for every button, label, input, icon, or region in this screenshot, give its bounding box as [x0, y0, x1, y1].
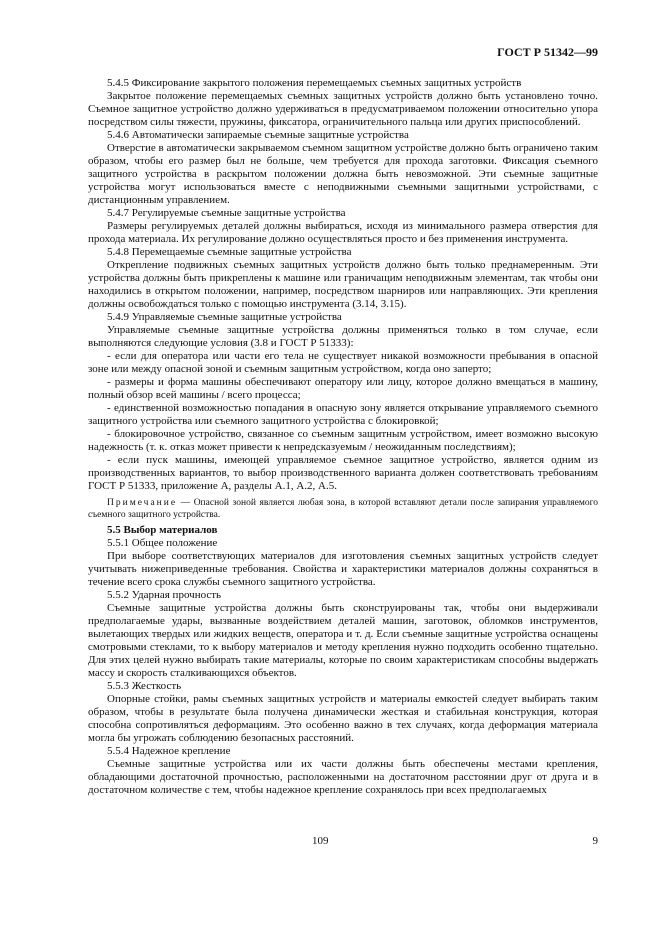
paragraph: Закрытое положение перемещаемых съемных защитных устройств должно быть установлено точно. Съемное защитное устройство должно удерживаться в предусматриваемом положении относительно упора посредством силы тяжести, пружины, фиксатора, ограничительного пальца или других приспособлений. — [88, 90, 598, 128]
paragraph: Съемные защитные устройства или их части должны быть обеспечены местами крепления, обладающими достаточной прочностью, расположенными на достаточном расстоянии друг от друга и в достаточном количестве с тем, чтобы надежное крепление сохранялось при всех предполагаемых — [88, 758, 598, 796]
paragraph: Опорные стойки, рамы съемных защитных устройств и материалы емкостей следует выбирать таким образом, чтобы в результате была получена динамически жесткая и стабильная конструкция, которая способна сопротивляться деформациям. Это особенно важно в тех случаях, когда деформация материала могла бы угрожать соблюдению безопасных расстояний. — [88, 693, 598, 744]
paragraph: При выборе соответствующих материалов для изготовления съемных защитных устройств следует учитывать нижеприведенные требования. Свойства и характеристики материалов должны сохраняться в течение всего срока службы съемного защитного устройства. — [88, 550, 598, 588]
heading-5-4-9: 5.4.9 Управляемые съемные защитные устройства — [107, 311, 342, 323]
paragraph: Отверстие в автоматически закрываемом съемном защитном устройстве должно быть ограничено таким образом, чтобы его размер был не больше, чем требуется для прохода заготовки. Фиксация съемного защитного устройства в раскрытом положении должна быть невозможной. Эти съемные защитные устройства могут использоваться вместе с неподвижными съемными защитными устройствами, с дистанционным управлением. — [88, 142, 598, 206]
note-label: Примечание — [107, 498, 178, 508]
heading-5-5-4: 5.5.4 Надежное крепление — [107, 745, 231, 757]
note-text: — Опасной зоной является любая зона, в которой вставляют детали после запирания управляемого съемного защитного устройства. — [88, 498, 598, 520]
list-item: - единственной возможностью попадания в опасную зону является открывание управляемого съемного защитного устройства или съемного защитного устройства с блокировкой; — [88, 402, 598, 427]
heading-5-4-5: 5.4.5 Фиксирование закрытого положения перемещаемых съемных защитных устройств — [107, 77, 522, 89]
list-item: - если для оператора или части его тела не существует никакой возможности пребывания в опасной зоне или между опасной зоной и съемным защитным устройством, когда оно заперто; — [88, 350, 598, 375]
heading-5-5-3: 5.5.3 Жесткость — [107, 680, 182, 692]
list-item: - если пуск машины, имеющей управляемое съемное защитное устройство, является одним из производственных вариантов, то выбор производственного варианта должен соответствовать требованиям ГОСТ Р 51333, приложение А, разделы А.1, А.2, А.5. — [88, 454, 598, 492]
note — [88, 497, 598, 521]
heading-5-4-7: 5.4.7 Регулируемые съемные защитные устройства — [107, 207, 346, 219]
heading-5-5-1: 5.5.1 Общее положение — [107, 537, 218, 549]
paragraph: Съемные защитные устройства должны быть сконструированы так, чтобы они выдерживали предполагаемые удары, вызванные воздействием деталей машин, заготовок, обломков инструментов, вылетающих твердых или жидких веществ, оператора и т. д. Если съемные защитные устройства оснащены смотровыми стеклами, то к выбору материалов и методу крепления нужно подходить особенно тщательно. Для этих целей нужно выбирать такие материалы, которые по своим характеристикам способны выдержать массу и скорость сталкивающихся объектов. — [88, 602, 598, 679]
paragraph: Размеры регулируемых деталей должны выбираться, исходя из минимального размера отверстия для прохода материала. Их регулирование должно осуществляться просто и без применения инструмента. — [88, 220, 598, 245]
page-number-center: 109 — [312, 835, 329, 847]
heading-5-4-8: 5.4.8 Перемещаемые съемные защитные устройства — [107, 246, 352, 258]
section-title: 5.5 Выбор материалов — [107, 524, 218, 536]
list-item: - блокировочное устройство, связанное со съемным защитным устройством, имеет возможно высокую надежность (т. к. отказ может привести к непредсказуемым / неожиданным последствиям); — [88, 428, 598, 453]
heading-5-5-2: 5.5.2 Ударная прочность — [107, 589, 222, 601]
list-item: - размеры и форма машины обеспечивают оператору или лицу, которое должно вмещаться в машину, полный обзор всей машины / всего процесса; — [88, 376, 598, 401]
document-header: ГОСТ Р 51342—99 — [497, 45, 598, 59]
document-body — [88, 77, 598, 797]
paragraph: Открепление подвижных съемных защитных устройств должно быть только преднамеренным. Эти устройства должны быть прикреплены к машине или граничащим неподвижным элементам, так чтобы они находились в открытом положении, например, посредством шарниров или направляющих. Эти крепления должны освобождаться только с помощью инструмента (3.14, 3.15). — [88, 259, 598, 310]
heading-5-4-6: 5.4.6 Автоматически запираемые съемные защитные устройства — [107, 129, 409, 141]
page-number-right: 9 — [592, 835, 598, 847]
paragraph: Управляемые съемные защитные устройства должны применяться только в том случае, если выполняются следующие условия (3.8 и ГОСТ Р 51333): — [88, 324, 598, 349]
